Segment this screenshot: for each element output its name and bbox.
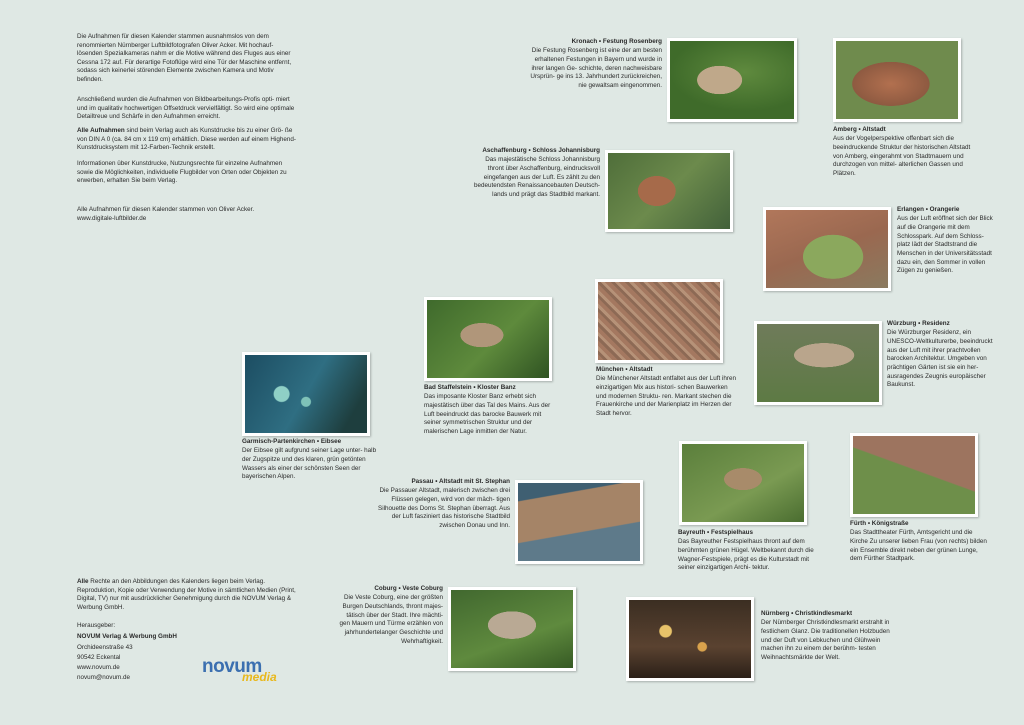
publisher-web[interactable]: www.novum.de [77, 664, 120, 671]
card-body: Die Veste Coburg, eine der größten Burgen Deutschlands, thront majes- tätisch über der Stadt. Ihre mächti- gen Mauern und Türme erzählen von jahrhundertelanger Geschichte und Wehrhaftigkeit. [339, 594, 443, 645]
card-body: Das imposante Kloster Banz erhebt sich majestätisch über das Tal des Mains. Aus der Luft beeindruckt das barocke Bauwerk mit seiner symmetrischen Struktur und der malerischen Lage inmitten der Natur. [424, 393, 551, 436]
photo-wurzburg-residence [754, 321, 882, 405]
card-body: Das Bayreuther Festspielhaus thront auf dem berühmten grünen Hügel. Weltbekannt durch die Wagner-Festspiele, prägt es die Kulturstadt mit seiner einzigartigen Archi- tektur. [678, 538, 814, 572]
photo-munich-old-town [595, 279, 723, 363]
card-title: Kronach • Festung Rosenberg [571, 38, 662, 45]
publisher-city: 90542 Eckental [77, 654, 121, 661]
photo-amberg-old-town [833, 38, 961, 122]
card-body: Das majestätische Schloss Johannisburg thront über Aschaffenburg, eindrucksvoll eingefangen aus der Luft. Es zählt zu den bedeutendsten Renaissancebauten Deutsch- lands und prägt das Stadtbild markant. [473, 156, 600, 199]
intro-paragraph-3-lead: Alle Aufnahmen [77, 127, 125, 134]
card-title: Aschaffenburg • Schloss Johannisburg [482, 147, 600, 154]
card-coburg [335, 585, 443, 646]
card-body: Die Würzburger Residenz, ein UNESCO-Weltkulturerbe, beeindruckt aus der Luft mit ihrer prachtvollen barocken Architektur. Umgeben von prächtigen Gärten ist sie ein her- ausragendes Zeugnis europäischer Baukunst. [887, 329, 993, 389]
card-title: München • Altstadt [596, 366, 653, 373]
card-bayreuth [678, 529, 818, 573]
photographer-link[interactable]: www.digitale-luftbilder.de [77, 215, 147, 222]
publisher-label: Herausgeber: [77, 622, 116, 629]
logo-wordmark: novum [202, 656, 262, 677]
card-wurzburg [887, 320, 997, 390]
card-body: Die Festung Rosenberg ist eine der am besten erhaltenen Festungen in Bayern und wurde in ihrer langen Ge- schichte, deren nachweisbare Ursprün- ge ins 13. Jahrhundert zurückreichen, nie gewaltsam eingenommen. [530, 47, 662, 90]
card-title: Amberg • Altstadt [833, 126, 886, 133]
card-title: Nürnberg • Christkindlesmarkt [761, 610, 853, 617]
photo-aschaffenburg-castle [605, 150, 733, 232]
card-passau [377, 478, 510, 531]
photo-veste-coburg [448, 587, 576, 671]
card-aschaffenburg [472, 147, 600, 200]
card-body: Die Passauer Altstadt, malerisch zwischen drei Flüssen gelegen, wird von der mäch- tigen Silhouette des Doms St. Stephan überragt. Aus der Luft fasziniert das historische Stadtbild zwischen Donau und Inn. [378, 487, 510, 530]
intro-paragraph-3 [77, 127, 299, 153]
photo-erlangen-orangery [763, 207, 891, 291]
card-title: Erlangen • Orangerie [897, 206, 960, 213]
publisher-street: Orchideenstraße 43 [77, 644, 133, 651]
card-title: Bad Staffelstein • Kloster Banz [424, 384, 516, 391]
publisher-name: NOVUM Verlag & Werbung GmbH [77, 633, 177, 640]
card-erlangen [897, 206, 997, 276]
card-title: Bayreuth • Festspielhaus [678, 529, 753, 536]
card-kronach [526, 38, 662, 91]
card-body: Der Eibsee gilt aufgrund seiner Lage unter- halb der Zugspitze und des klaren, grün getönten Wassers als einer der schönsten Seen der bayerischen Alpen. [242, 447, 377, 481]
card-title: Fürth • Königstraße [850, 520, 909, 527]
card-amberg [833, 126, 973, 179]
intro-paragraph-3-body: sind beim Verlag auch als Kunstdrucke bis zu einer Grö- ße von DIN A 0 (ca. 84 cm x 119 cm) erhältlich. Diese werden auf einem Highend-Kunstdrucksystem mit 12-Farben-Technik erstellt. [77, 127, 296, 152]
rights-notice [77, 578, 299, 612]
photo-nuremberg-christmas-market [626, 597, 754, 681]
logo-subline: media [242, 670, 277, 684]
card-title: Garmisch-Partenkirchen • Eibsee [242, 438, 342, 445]
card-title: Würzburg • Residenz [887, 320, 950, 327]
intro-paragraph-4: Informationen über Kunstdrucke, Nutzungsrechte für einzelne Aufnahmen sowie die Möglichkeiten, individuelle Flugbilder von Orten oder Objekten zu erwerben, erhalten Sie beim Verlag. [77, 160, 287, 185]
card-munich [596, 366, 736, 419]
photo-bayreuth-festival-house [679, 441, 807, 525]
intro-paragraph-2: Anschließend wurden die Aufnahmen von Bildbearbeitungs-Profis opti- miert und im qualitativ hochwertigen Offsetdruck vervielfältigt. So wird eine optimale Detailtreue und Schärfe in den Aufnahmen erreicht. [77, 96, 295, 121]
photo-passau [515, 480, 643, 564]
photo-kronach-fortress [667, 38, 797, 122]
photo-fuerth-koenigstrasse [850, 433, 978, 517]
card-fuerth [850, 520, 990, 564]
novum-media-logo [202, 656, 302, 684]
intro-photographer: Alle Aufnahmen für diesen Kalender stammen von Oliver Acker. [77, 206, 255, 213]
card-nuremberg [761, 610, 891, 663]
card-body: Die Münchener Altstadt entfaltet aus der Luft ihren einzigartigen Mix aus histori- schen Bauwerken und modernen Struktu- ren. Markant stechen die Frauenkirche und der Marienplatz im Herzen der Stadt hervor. [596, 375, 737, 418]
card-body: Aus der Luft eröffnet sich der Blick auf die Orangerie mit dem Schlosspark. Auf dem Schloss- platz lädt der Stadtstrand die Menschen in der Universitätsstadt dazu ein, den Sommer in vollen Zügen zu genießen. [897, 215, 993, 275]
intro-paragraph-1: Die Aufnahmen für diesen Kalender stammen ausnahmslos von dem renommierten Nürnberger Luftbildfotografen Oliver Acker. Mit hochauf- lösenden Spezialkameras nahm er die Motive während des Fluges aus einer Cessna 172 auf. Für derartige Fotoflüge wird eine Tür der Maschine entfernt, sodass sich keinerlei störenden Elemente zwischen Kamera und Motiv befinden. [77, 33, 292, 83]
card-garmisch [242, 438, 377, 482]
card-body: Das Stadttheater Fürth, Amtsgericht und die Kirche Zu unserer lieben Frau (von rechts) bilden ein Ensemble direkt neben der grünen Lunge, dem Fürther Stadtpark. [850, 529, 987, 563]
photo-eibsee [242, 352, 370, 436]
rights-body: Rechte an den Abbildungen des Kalenders liegen beim Verlag. Reproduktion, Kopie oder Verwendung der Motive in sämtlichen Medien (Print, Digital, TV) nur mit ausdrücklicher Genehmigung durch die NOVUM Verlag & Werbung GmbH. [77, 578, 296, 611]
publisher-email[interactable]: novum@novum.de [77, 674, 130, 681]
card-body: Der Nürnberger Christkindlesmarkt erstrahlt in festlichem Glanz. Die traditionellen Holzbuden und der Duft von Lebkuchen und Glühwein machen ihn zu einem der berühm- testen Weihnachtsmärkte der Welt. [761, 619, 890, 662]
card-body: Aus der Vogelperspektive offenbart sich die beeindruckende Struktur der historischen Altstadt von Amberg, eingerahmt von Stadtmauern und durchzogen von mittel- alterlichen Gassen und Plätzen. [833, 135, 971, 178]
card-bad-staffelstein [424, 384, 554, 437]
card-title: Coburg • Veste Coburg [374, 585, 443, 592]
photo-kloster-banz [424, 297, 552, 381]
rights-lead: Alle [77, 578, 89, 585]
card-title: Passau • Altstadt mit St. Stephan [411, 478, 510, 485]
